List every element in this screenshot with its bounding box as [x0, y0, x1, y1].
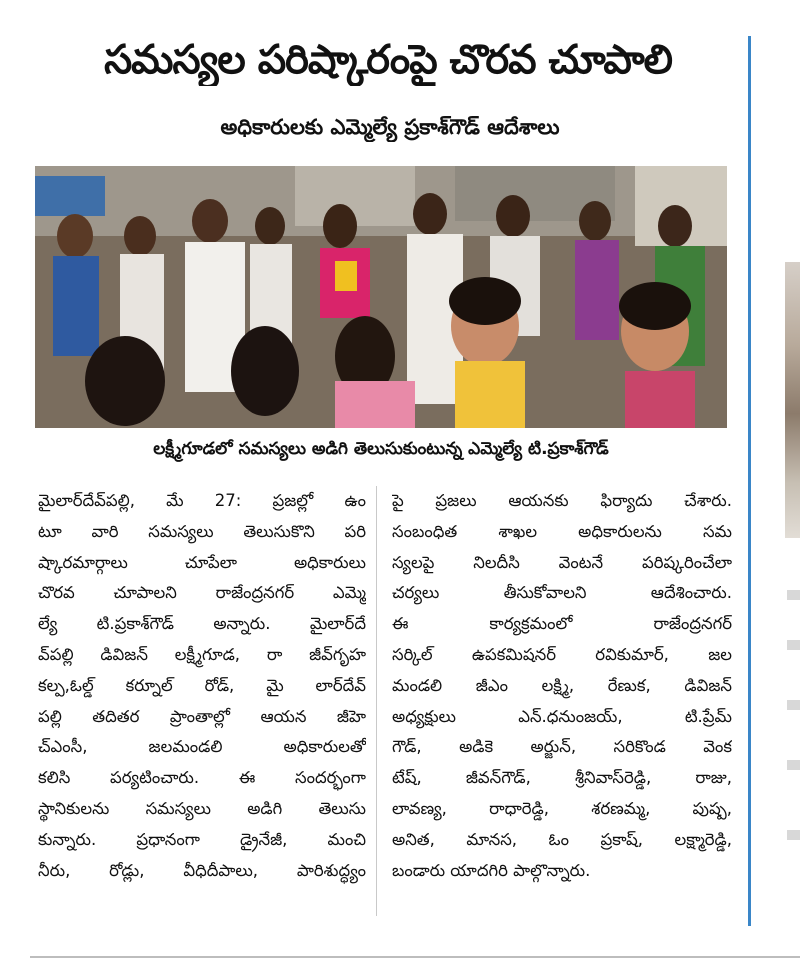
photo-caption: లక్ష్మీగూడలో సమస్యలు అడిగి తెలుసుకుంటున్న ఎమ్మెల్యే టి.ప్రకాశ్‌గౌడ్ [153, 439, 609, 459]
body-line: లావణ్య, రాధారెడ్డి, శరణమ్మ, పుష్ప, [392, 798, 732, 818]
body-line: చొరవ చూపాలని రాజేంద్రనగర్ ఎమ్మె [38, 583, 366, 603]
headline: సమస్యల పరిష్కారంపై చొరవ చూపాలి [104, 37, 672, 83]
body-line: అధ్యక్షులు ఎన్.ధనుంజయ్, టి.ప్రేమ్ [392, 706, 732, 726]
body-line: పై ప్రజలు ఆయనకు ఫిర్యాదు చేశారు. [392, 491, 732, 510]
subheadline: అధికారులకు ఎమ్మెల్యే ప్రకాశ్‌గౌడ్ ఆదేశాలు [220, 115, 560, 139]
body-line: ఈ కార్యక్రమంలో రాజేంద్రనగర్ [392, 614, 732, 634]
adjacent-photo-edge [785, 262, 800, 538]
body-line: గౌడ్, అడికె అర్జున్, సరికొండ వెంక [392, 737, 732, 757]
body-line: టేష్, జీవన్‌గౌడ్, శ్రీనివాస్‌రెడ్డి, రాజు, [392, 768, 732, 788]
column-rule [748, 36, 751, 926]
adjacent-text-fragment [787, 830, 800, 840]
body-line: సంబంధిత శాఖల అధికారులను సమ [392, 521, 732, 541]
body-line: వ్‌పల్లి డివిజన్ లక్ష్మీగూడ, రా జీవ్‌గృహ [38, 644, 366, 664]
body-line: మండలి జీఎం లక్ష్మి, రేణుక, డివిజన్ [392, 675, 732, 695]
adjacent-text-fragment [787, 640, 800, 650]
body-line: ల్యే టి.ప్రకాశ్‌గౌడ్ అన్నారు. మైలార్‌దే [38, 614, 366, 634]
body-line: ష్కారమార్గాలు చూపేలా అధికారులు [38, 552, 366, 572]
body-line: కున్నారు. ప్రధానంగా డ్రైనేజీ, మంచి [38, 829, 366, 849]
body-line: స్యలపై నిలదీసి వెంటనే పరిష్కరించేలా [392, 552, 732, 572]
body-line: చ్‌ఎంసీ, జలమండలి అధికారులతో [38, 737, 366, 757]
article-body-left [38, 486, 366, 886]
article-body-right [392, 486, 732, 886]
article-photo [35, 166, 727, 428]
bottom-rule [30, 956, 800, 958]
body-line: అనిత, మానస, ఓం ప్రకాష్, లక్ష్మారెడ్డి, [392, 829, 732, 849]
body-line: బండారు యాదగిరి పాల్గొన్నారు. [392, 860, 591, 880]
adjacent-text-fragment [787, 700, 800, 710]
body-line: సర్కిల్ ఉపకమిషనర్ రవికుమార్, జల [392, 644, 732, 664]
body-line: చర్యలు తీసుకోవాలని ఆదేశించారు. [392, 583, 732, 603]
adjacent-text-fragment [787, 590, 800, 600]
adjacent-text-fragment [787, 760, 800, 770]
body-line: స్థానికులను సమస్యలు అడిగి తెలుసు [38, 798, 366, 818]
body-line: టూ వారి సమస్యలు తెలుసుకొని పరి [38, 521, 366, 541]
column-divider [376, 486, 377, 916]
photo-illustration [35, 166, 727, 428]
body-line: కలిసి పర్యటించారు. ఈ సందర్భంగా [38, 768, 366, 788]
body-line: కల్ప,ఓల్డ్ కర్నూల్ రోడ్, మై లార్‌దేవ్‌ [38, 675, 366, 695]
body-line: నీరు, రోడ్లు, వీధిదీపాలు, పారిశుద్ధ్యం [38, 860, 366, 880]
body-line: పల్లి తదితర ప్రాంతాల్లో ఆయన జీహె [38, 706, 366, 726]
body-line: మైలార్‌దేవ్‌పల్లి, మే 27: ప్రజల్లో ఉం [38, 491, 366, 510]
